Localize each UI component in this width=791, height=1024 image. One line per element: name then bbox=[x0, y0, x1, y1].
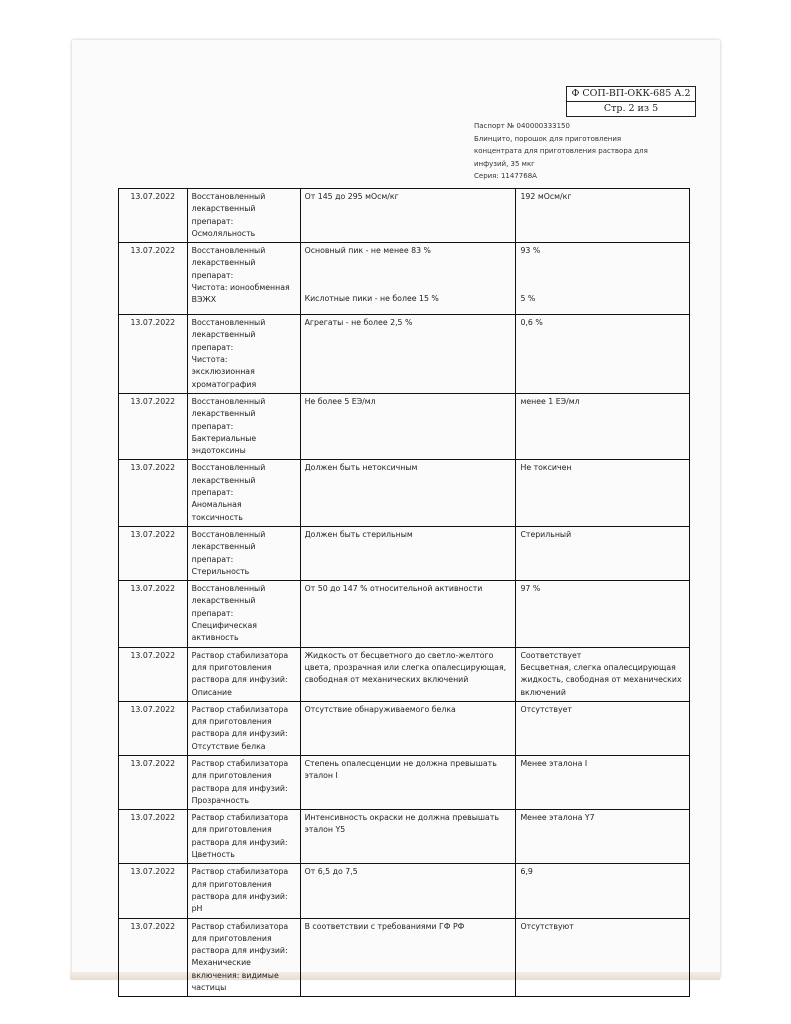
test-name-line: Восстановленный bbox=[191, 396, 266, 406]
test-name-line: Раствор стабилизатора bbox=[191, 704, 289, 714]
product-name-line-3: инфузий, 35 мкг bbox=[474, 159, 535, 168]
test-name-line: для приготовления bbox=[191, 879, 272, 889]
requirement-cell bbox=[300, 189, 516, 243]
test-name-line: частицы bbox=[191, 983, 227, 993]
test-name-line: Описание bbox=[191, 687, 232, 697]
requirement-line: Жидкость от бесцветного до светло-желтого bbox=[304, 650, 494, 660]
form-code: Ф СОП-ВП-ОКК-685 А.2 bbox=[571, 88, 691, 99]
table-row bbox=[119, 243, 690, 315]
result-line: 97 % bbox=[520, 584, 541, 594]
table-row bbox=[119, 460, 690, 526]
requirement-cell bbox=[300, 864, 516, 918]
test-date: 13.07.2022 bbox=[130, 813, 176, 823]
result-cell bbox=[516, 315, 690, 394]
result-cell bbox=[516, 460, 690, 526]
test-name-line: Раствор стабилизатора bbox=[191, 813, 289, 823]
result-line: 0,6 % bbox=[520, 318, 543, 328]
test-name-cell bbox=[187, 315, 300, 394]
test-name-line: раствора для инфузий: bbox=[191, 946, 288, 956]
test-name-line: лекарственный bbox=[191, 475, 256, 485]
test-name-cell bbox=[187, 864, 300, 918]
result-line: включений bbox=[520, 687, 566, 697]
test-name-cell bbox=[187, 647, 300, 701]
table-row bbox=[119, 647, 690, 701]
table-row bbox=[119, 755, 690, 809]
batch-number: Серия: 1147768А bbox=[474, 172, 537, 181]
test-date: 13.07.2022 bbox=[130, 529, 176, 539]
result-line: 6,9 bbox=[520, 867, 533, 877]
test-name-line: лекарственный bbox=[191, 596, 256, 606]
result-cell bbox=[516, 918, 690, 997]
table-row bbox=[119, 189, 690, 243]
test-name-line: Прозрачность bbox=[191, 795, 249, 805]
requirement-cell bbox=[300, 701, 516, 755]
requirement-line: эталон I bbox=[304, 771, 338, 781]
passport-number: Паспорт № 040000333150 bbox=[474, 122, 570, 130]
result-line: Бесцветная, слегка опалесцирующая bbox=[520, 662, 676, 672]
result-line: Соответствует bbox=[520, 650, 582, 660]
test-results-table bbox=[118, 188, 690, 997]
result-cell bbox=[516, 647, 690, 701]
test-name-line: раствора для инфузий: bbox=[191, 783, 288, 793]
test-name-line: эндотоксины bbox=[191, 446, 246, 456]
test-name-line: Аномальная bbox=[191, 500, 242, 510]
test-name-line: для приготовления bbox=[191, 717, 272, 727]
test-name-line: раствора для инфузий: bbox=[191, 675, 288, 685]
test-date: 13.07.2022 bbox=[130, 396, 176, 406]
requirement-line: эталон Y5 bbox=[304, 825, 346, 835]
test-date: 13.07.2022 bbox=[130, 867, 176, 877]
result-line: 5 % bbox=[520, 294, 536, 304]
test-name-line: лекарственный bbox=[191, 409, 256, 419]
test-name-line: Раствор стабилизатора bbox=[191, 758, 289, 768]
test-name-line: хроматография bbox=[191, 379, 257, 389]
test-name-line: Восстановленный bbox=[191, 246, 266, 256]
requirement-line: Агрегаты - не более 2,5 % bbox=[304, 318, 413, 328]
requirement-cell bbox=[300, 393, 516, 459]
test-name-line: для приготовления bbox=[191, 825, 272, 835]
test-name-line: Восстановленный bbox=[191, 463, 266, 473]
result-cell bbox=[516, 526, 690, 580]
form-code-box bbox=[566, 86, 696, 117]
result-cell bbox=[516, 864, 690, 918]
requirement-line: цвета, прозрачная или слегка опалесцирующая, bbox=[304, 662, 507, 672]
test-name-cell bbox=[187, 918, 300, 997]
test-name-line: препарат: bbox=[191, 608, 234, 618]
requirement-cell bbox=[300, 810, 516, 864]
test-name-line: Цветность bbox=[191, 850, 235, 860]
test-date: 13.07.2022 bbox=[130, 758, 176, 768]
requirement-cell bbox=[300, 243, 516, 315]
table-row bbox=[119, 315, 690, 394]
product-name-line-2: концентрата для приготовления раствора для bbox=[474, 147, 648, 156]
test-date: 13.07.2022 bbox=[130, 584, 176, 594]
requirement-cell bbox=[300, 755, 516, 809]
test-name-line: включения: видимые bbox=[191, 970, 279, 980]
test-name-line: препарат: bbox=[191, 488, 234, 498]
date-cell bbox=[119, 864, 188, 918]
date-cell bbox=[119, 810, 188, 864]
test-name-cell bbox=[187, 189, 300, 243]
test-name-line: токсичность bbox=[191, 512, 243, 522]
test-name-line: раствора для инфузий: bbox=[191, 891, 288, 901]
test-name-line: лекарственный bbox=[191, 204, 256, 214]
requirement-cell bbox=[300, 918, 516, 997]
requirement-line: От 6,5 до 7,5 bbox=[304, 867, 358, 877]
requirement-line: Основный пик - не менее 83 % bbox=[304, 246, 431, 256]
test-name-cell bbox=[187, 393, 300, 459]
result-cell bbox=[516, 243, 690, 315]
test-date: 13.07.2022 bbox=[130, 192, 176, 201]
test-name-line: Восстановленный bbox=[191, 318, 266, 328]
test-name-line: активность bbox=[191, 633, 239, 643]
test-name-cell bbox=[187, 701, 300, 755]
test-name-line: лекарственный bbox=[191, 258, 256, 268]
test-name-line: для приготовления bbox=[191, 662, 272, 672]
test-name-line: Осмоляльность bbox=[191, 228, 256, 238]
result-line: Менее эталона I bbox=[520, 758, 588, 768]
requirement-line: В соответствии с требованиями ГФ РФ bbox=[304, 921, 465, 931]
page-number: Стр. 2 из 5 bbox=[567, 101, 695, 116]
result-cell bbox=[516, 810, 690, 864]
requirement-line: Отсутствие обнаруживаемого белка bbox=[304, 704, 456, 714]
result-line: 192 мОсм/кг bbox=[520, 192, 572, 201]
date-cell bbox=[119, 647, 188, 701]
result-cell bbox=[516, 755, 690, 809]
test-name-line: препарат: bbox=[191, 554, 234, 564]
test-name-line: ВЭЖХ bbox=[191, 295, 217, 305]
test-name-cell bbox=[187, 810, 300, 864]
result-cell bbox=[516, 189, 690, 243]
passport-header bbox=[474, 120, 714, 183]
test-name-line: препарат: bbox=[191, 421, 234, 431]
date-cell bbox=[119, 581, 188, 647]
test-name-line: Раствор стабилизатора bbox=[191, 921, 289, 931]
test-date: 13.07.2022 bbox=[130, 463, 176, 473]
result-line: Менее эталона Y7 bbox=[520, 813, 595, 823]
result-line: менее 1 ЕЭ/мл bbox=[520, 396, 580, 406]
date-cell bbox=[119, 755, 188, 809]
test-name-line: Механические bbox=[191, 958, 251, 968]
test-name-line: препарат: bbox=[191, 270, 234, 280]
date-cell bbox=[119, 243, 188, 315]
date-cell bbox=[119, 526, 188, 580]
date-cell bbox=[119, 701, 188, 755]
date-cell bbox=[119, 460, 188, 526]
requirement-cell bbox=[300, 315, 516, 394]
test-name-line: раствора для инфузий: bbox=[191, 837, 288, 847]
test-name-line: Восстановленный bbox=[191, 192, 266, 201]
result-line: 93 % bbox=[520, 246, 541, 256]
test-name-line: Бактериальные bbox=[191, 433, 257, 443]
test-name-line: препарат: bbox=[191, 216, 234, 226]
test-name-line: эксклюзионная bbox=[191, 367, 255, 377]
test-name-line: для приготовления bbox=[191, 933, 272, 943]
test-name-cell bbox=[187, 526, 300, 580]
test-name-line: pH bbox=[191, 904, 203, 914]
requirement-cell bbox=[300, 581, 516, 647]
requirement-line: Интенсивность окраски не должна превышать bbox=[304, 813, 499, 823]
test-name-line: Специфическая bbox=[191, 621, 257, 631]
result-line: Отсутствует bbox=[520, 704, 572, 714]
requirement-line: От 145 до 295 мОсм/кг bbox=[304, 192, 399, 201]
test-name-line: препарат: bbox=[191, 342, 234, 352]
test-name-cell bbox=[187, 243, 300, 315]
table-row bbox=[119, 393, 690, 459]
test-name-line: Раствор стабилизатора bbox=[191, 650, 289, 660]
requirement-cell bbox=[300, 647, 516, 701]
date-cell bbox=[119, 315, 188, 394]
test-date: 13.07.2022 bbox=[130, 318, 176, 328]
requirement-cell bbox=[300, 526, 516, 580]
requirement-line: Степень опалесценции не должна превышать bbox=[304, 758, 497, 768]
test-name-line: лекарственный bbox=[191, 330, 256, 340]
product-name-line-1: Блинцито, порошок для приготовления bbox=[474, 134, 622, 143]
date-cell bbox=[119, 393, 188, 459]
result-line: Не токсичен bbox=[520, 463, 572, 473]
test-name-cell bbox=[187, 581, 300, 647]
requirement-line: Кислотные пики - не более 15 % bbox=[304, 294, 439, 304]
requirement-line: Должен быть стерильным bbox=[304, 529, 413, 539]
table-row bbox=[119, 918, 690, 997]
test-name-cell bbox=[187, 755, 300, 809]
result-cell bbox=[516, 701, 690, 755]
test-name-line: Восстановленный bbox=[191, 584, 266, 594]
test-name-line: Стерильность bbox=[191, 566, 250, 576]
cell-spacer bbox=[520, 257, 685, 293]
test-name-line: раствора для инфузий: bbox=[191, 729, 288, 739]
test-name-line: Раствор стабилизатора bbox=[191, 867, 289, 877]
table-row bbox=[119, 526, 690, 580]
result-line: жидкость, свободная от механических bbox=[520, 675, 682, 685]
test-name-line: Восстановленный bbox=[191, 529, 266, 539]
requirement-line: свободная от механических включений bbox=[304, 675, 469, 685]
test-name-line: Чистота: ионообменная bbox=[191, 283, 290, 293]
test-name-line: Чистота: bbox=[191, 355, 228, 365]
requirement-line: Не более 5 ЕЭ/мл bbox=[304, 396, 376, 406]
table-row bbox=[119, 701, 690, 755]
test-name-line: лекарственный bbox=[191, 542, 256, 552]
cell-spacer bbox=[305, 257, 512, 293]
requirement-line: Должен быть нетоксичным bbox=[304, 463, 418, 473]
requirement-line: От 50 до 147 % относительной активности bbox=[304, 584, 483, 594]
date-cell bbox=[119, 189, 188, 243]
table-row bbox=[119, 581, 690, 647]
test-date: 13.07.2022 bbox=[130, 704, 176, 714]
result-line: Отсутствуют bbox=[520, 921, 574, 931]
test-name-cell bbox=[187, 460, 300, 526]
result-cell bbox=[516, 393, 690, 459]
date-cell bbox=[119, 918, 188, 997]
test-date: 13.07.2022 bbox=[130, 650, 176, 660]
requirement-cell bbox=[300, 460, 516, 526]
test-date: 13.07.2022 bbox=[130, 246, 176, 256]
test-date: 13.07.2022 bbox=[130, 921, 176, 931]
table-row bbox=[119, 810, 690, 864]
result-line: Стерильный bbox=[520, 529, 572, 539]
result-cell bbox=[516, 581, 690, 647]
test-name-line: Отсутствие белка bbox=[191, 741, 266, 751]
test-name-line: для приготовления bbox=[191, 771, 272, 781]
table-row bbox=[119, 864, 690, 918]
